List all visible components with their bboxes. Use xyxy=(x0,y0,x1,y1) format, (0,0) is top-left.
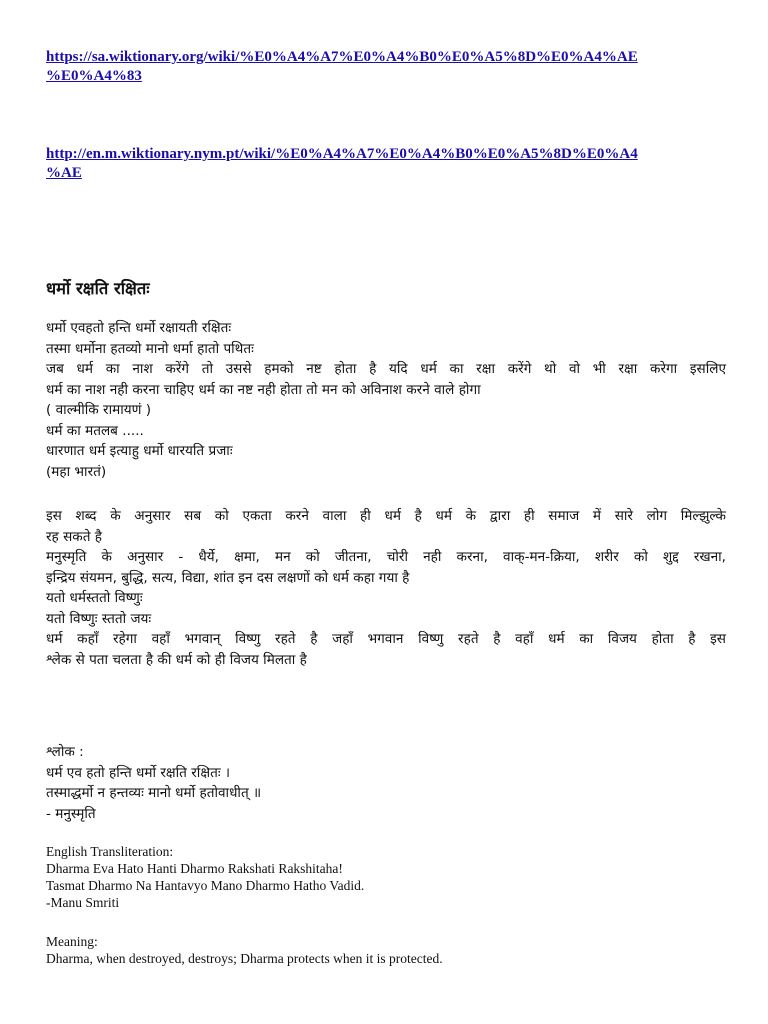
transliteration-label: English Transliteration: xyxy=(46,844,174,859)
shloka-block xyxy=(46,742,726,824)
text-line: रह सकते है xyxy=(46,528,103,545)
explanation-block xyxy=(46,506,726,670)
sa-wiktionary-link[interactable] xyxy=(46,48,736,86)
text-line: श्लोक : xyxy=(46,744,84,760)
text-line: धर्म एव हतो हन्ति धर्मो रक्षति रक्षितः । xyxy=(46,764,231,781)
section-heading: धर्मो रक्षति रक्षितः xyxy=(46,279,150,298)
link-line[interactable]: %AE xyxy=(46,165,82,181)
text-line: इन्द्रिय संयमन, बुद्धि, सत्य, विद्या, शांत इन दस लक्षणों को धर्म कहा गया है xyxy=(46,569,410,586)
text-line: धर्म का मतलब ..... xyxy=(46,422,144,439)
link-line[interactable]: http://en.m.wiktionary.nym.pt/wiki/%E0%A4%A7%E0%A4%B0%E0%A5%8D%E0%A4 xyxy=(46,146,638,162)
text-line: श्लेक से पता चलता है की धर्म को ही विजय मिलता है xyxy=(46,651,307,668)
text-line: धर्म कहाँ रहेगा वहाँ भगवान् विष्णु रहते है जहाँ भगवान विष्णु रहते है वहाँ धर्म का विजय होता है इस xyxy=(46,631,726,647)
text-line: धारणात धर्म इत्याहु धर्मो धारयति प्रजाः xyxy=(46,443,233,459)
text-line: जब धर्म का नाश करेंगे तो उससे हमको नष्ट होता है यदि धर्म का रक्षा करेंगे थो वो भी रक्षा करेगा इसलिए xyxy=(46,361,726,377)
meaning-label: Meaning: xyxy=(46,934,98,949)
en-wiktionary-link[interactable] xyxy=(46,145,736,183)
text-line: -Manu Smriti xyxy=(46,895,120,910)
english-transliteration xyxy=(46,843,726,911)
text-line: धर्मो एवहतो हन्ति धर्मो रक्षायती रक्षितः xyxy=(46,320,232,336)
text-line: (महा भारतं) xyxy=(46,463,107,480)
text-line: मनुस्मृति के अनुसार - धैर्ये, क्षमा, मन को जीतना, चोरी नही करना, वाक्-मन-क्रिया, शरीर को शुद्द रखना, xyxy=(46,549,726,565)
text-line: इस शब्द के अनुसार सब को एकता करने वाला ही धर्म है धर्म के द्वारा ही समाज में सारे लोग मिल्झुल्के xyxy=(46,508,726,524)
text-line: ( वाल्मीकि रामायणं ) xyxy=(46,402,152,418)
verse-block xyxy=(46,318,726,482)
link-line[interactable]: https://sa.wiktionary.org/wiki/%E0%A4%A7%E0%A4%B0%E0%A5%8D%E0%A4%AE xyxy=(46,49,638,65)
link-line[interactable]: %E0%A4%83 xyxy=(46,68,142,84)
text-line: Dharma Eva Hato Hanti Dharmo Rakshati Rakshitaha! xyxy=(46,861,343,876)
text-line: तस्मा धर्मोना हतव्यो मानो धर्मा हातो पथितः xyxy=(46,340,254,357)
text-line: तस्माद्धर्मो न हन्तव्यः मानो धर्मो हतोवाधीत् ॥ xyxy=(46,785,262,801)
text-line: धर्म का नाश नही करना चाहिए धर्म का नष्ट नही होता तो मन को अविनाश करने वाले होगा xyxy=(46,381,481,398)
text-line: Tasmat Dharmo Na Hantavyo Mano Dharmo Hatho Vadid. xyxy=(46,878,365,893)
text-line: यतो धर्मस्ततो विष्णुः xyxy=(46,590,143,606)
text-line: - मनुस्मृति xyxy=(46,805,96,822)
meaning-text: Dharma, when destroyed, destroys; Dharma protects when it is protected. xyxy=(46,951,443,966)
text-line: यतो विष्णुः स्ततो जयः xyxy=(46,610,152,627)
meaning-section xyxy=(46,933,726,967)
